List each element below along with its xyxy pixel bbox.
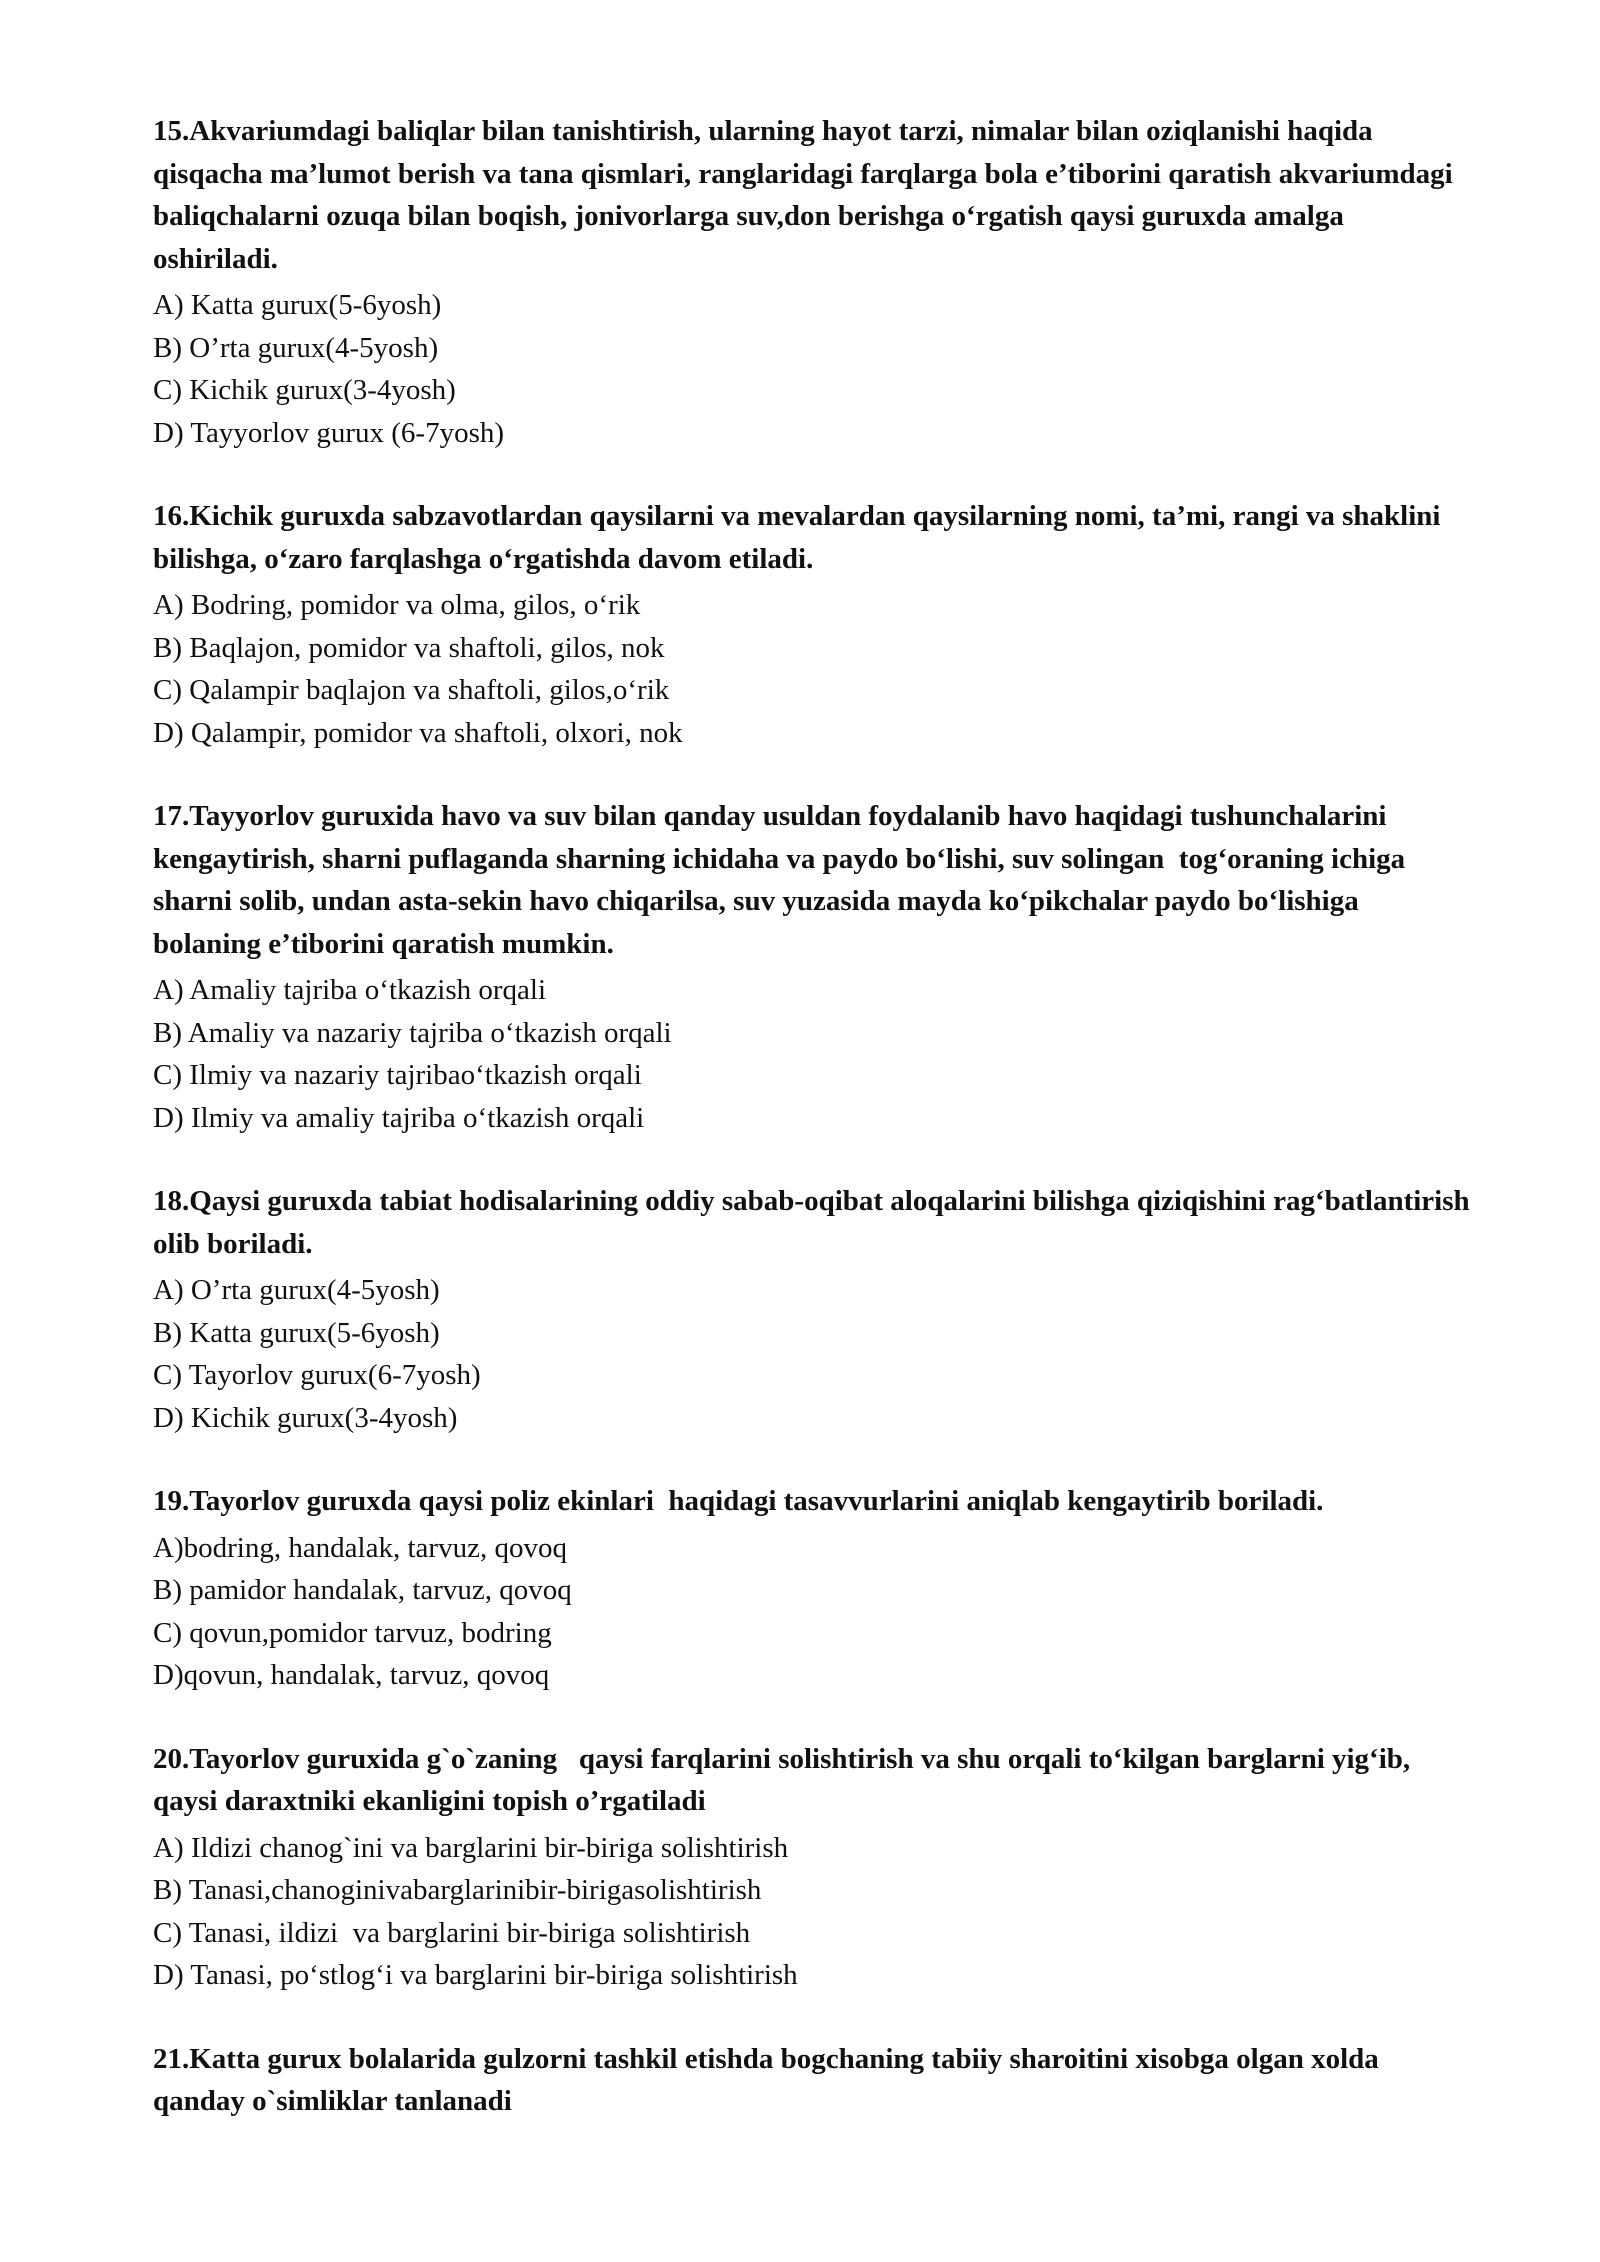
answer-options (153, 1827, 1473, 1997)
answer-options (153, 969, 1473, 1139)
answer-option: D) Ilmiy va amaliy tajriba o‘tkazish orqali (153, 1101, 645, 1134)
answer-options (153, 1527, 1473, 1697)
answer-option: B) Baqlajon, pomidor va shaftoli, gilos, nok (153, 631, 665, 664)
question-text: 15.Akvariumdagi baliqlar bilan tanishtirish, ularning hayot tarzi, nimalar bilan oziqlanishi haqida qisqacha ma’lumot berish va tana qismlari, ranglaridagi farqlarga bola e’tiborini qaratish akvariumdagi baliqchalarni ozuqa bilan boqish, jonivorlarga suv,don berishga o‘rgatish qaysi guruxda amalga oshiriladi. (153, 115, 1460, 275)
answer-options (153, 584, 1473, 754)
answer-option: A) Amaliy tajriba o‘tkazish orqali (153, 974, 547, 1006)
answer-option: B) Tanasi,chanoginivabarglarinibir-birigasolishtirish (153, 1874, 762, 1906)
question-block-17 (153, 795, 1473, 1139)
document-page (153, 110, 1477, 2164)
answer-option: A) Katta gurux(5-6yosh) (153, 289, 442, 321)
answer-option: B) O’rta gurux(4-5yosh) (153, 331, 439, 364)
question-block-21 (153, 2038, 1473, 2123)
answer-option: C) Ilmiy va nazariy tajribao‘tkazish orqali (153, 1059, 642, 1091)
answer-option: B) Katta gurux(5-6yosh) (153, 1316, 440, 1349)
answer-option: D) Tayyorlov gurux (6-7yosh) (153, 416, 505, 449)
question-text: 20.Tayorlov guruxida g`o`zaning qaysi farqlarini solishtirish va shu orqali to‘kilgan barglarni yig‘ib, qaysi daraxtniki ekanligini topish o’rgatiladi (153, 1742, 1418, 1817)
answer-option: D) Tanasi, po‘stlog‘i va barglarini bir-biriga solishtirish (153, 1959, 798, 1991)
answer-option: B) Amaliy va nazariy tajriba o‘tkazish orqali (153, 1016, 672, 1049)
answer-options (153, 284, 1473, 454)
question-block-16 (153, 495, 1473, 754)
question-text: 17.Tayyorlov guruxida havo va suv bilan qanday usuldan foydalanib havo haqidagi tushunchalarini kengaytirish, sharni puflaganda sharning ichidaha va paydo bo‘lishi, suv solingan tog‘oraning ichiga sharni solib, undan asta-sekin havo chiqarilsa, suv yuzasida mayda ko‘pikchalar paydo bo‘lishiga bolaning e’tiborini qaratish mumkin. (153, 800, 1413, 960)
question-block-19 (153, 1480, 1473, 1697)
answer-option: D)qovun, handalak, tarvuz, qovoq (153, 1659, 550, 1691)
answer-option: A) Bodring, pomidor va olma, gilos, o‘rik (153, 589, 641, 621)
answer-option: C) Qalampir baqlajon va shaftoli, gilos,o‘rik (153, 674, 670, 706)
question-text: 18.Qaysi guruxda tabiat hodisalarining oddiy sabab-oqibat aloqalarini bilishga qiziqishini rag‘batlantirish olib boriladi. (153, 1185, 1477, 1260)
question-block-18 (153, 1180, 1477, 1439)
answer-option: C) qovun,pomidor tarvuz, bodring (153, 1616, 552, 1649)
answer-option: D) Kichik gurux(3-4yosh) (153, 1401, 458, 1434)
answer-option: A) Ildizi chanog`ini va barglarini bir-biriga solishtirish (153, 1831, 789, 1864)
question-text: 19.Tayorlov guruxda qaysi poliz ekinlari haqidagi tasavvurlarini aniqlab kengaytirib boriladi. (153, 1485, 1324, 1517)
answer-option: A) O’rta gurux(4-5yosh) (153, 1274, 440, 1306)
answer-option: C) Kichik gurux(3-4yosh) (153, 374, 456, 406)
answer-option: A)bodring, handalak, tarvuz, qovoq (153, 1531, 567, 1564)
answer-options (153, 1269, 1473, 1439)
answer-option: C) Tayorlov gurux(6-7yosh) (153, 1359, 481, 1391)
answer-option: C) Tanasi, ildizi va barglarini bir-biriga solishtirish (153, 1916, 751, 1949)
question-block-20 (153, 1738, 1473, 1997)
question-text: 16.Kichik guruxda sabzavotlardan qaysilarni va mevalardan qaysilarning nomi, ta’mi, rangi va shaklini bilishga, o‘zaro farqlashga o‘rgatishda davom etiladi. (153, 500, 1448, 575)
question-text: 21.Katta gurux bolalarida gulzorni tashkil etishda bogchaning tabiiy sharoitini xisobga olgan xolda qanday o`simliklar tanlanadi (153, 2042, 1387, 2117)
answer-option: D) Qalampir, pomidor va shaftoli, olxori, nok (153, 716, 683, 749)
question-block-15 (153, 110, 1473, 454)
answer-option: B) pamidor handalak, tarvuz, qovoq (153, 1574, 572, 1606)
